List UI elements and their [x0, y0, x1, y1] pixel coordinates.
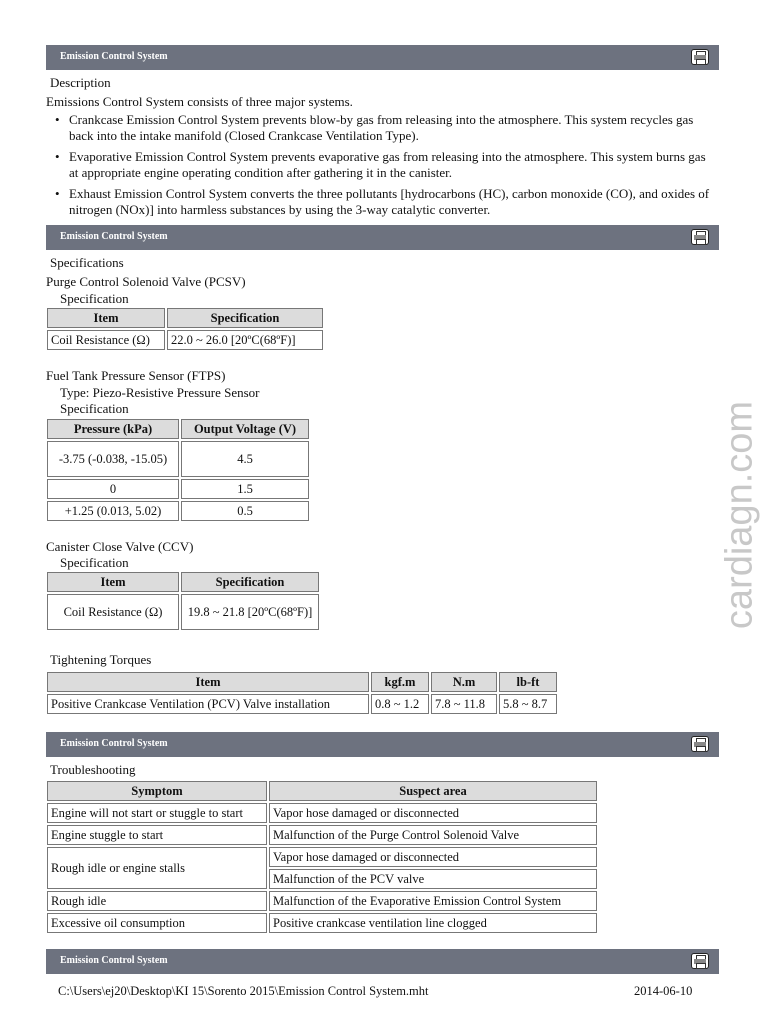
table-cell: 7.8 ~ 11.8 [431, 694, 497, 714]
printer-icon[interactable] [691, 736, 709, 752]
table-row [47, 803, 597, 823]
table-cell: Engine stuggle to start [47, 825, 267, 845]
table-cell: Malfunction of the Evaporative Emission Control System [269, 891, 597, 911]
table-cell: 5.8 ~ 8.7 [499, 694, 557, 714]
table-cell: Excessive oil consumption [47, 913, 267, 933]
table-cell: Coil Resistance (Ω) [47, 330, 165, 350]
table-cell: 0.5 [181, 501, 309, 521]
section-title: Emission Control System [60, 955, 168, 966]
description-intro: Emissions Control System consists of three major systems. [46, 94, 353, 109]
table-cell: Vapor hose damaged or disconnected [269, 847, 597, 867]
table-row [47, 330, 323, 350]
section-title: Emission Control System [60, 51, 168, 62]
table-cell: 4.5 [181, 441, 309, 477]
table-header: Suspect area [269, 781, 597, 801]
printer-icon[interactable] [691, 229, 709, 245]
ccv-title: Canister Close Valve (CCV) [46, 539, 194, 554]
ftps-type: Type: Piezo-Resistive Pressure Sensor [60, 385, 260, 400]
list-item: • Exhaust Emission Control System converts the three pollutants [hydrocarbons (HC), carbon monoxide (CO), and oxides of nitrogen (NOx)] into harmless substances by using the 3-way catalytic converter. [46, 186, 718, 218]
table-row [47, 891, 597, 911]
table-row [47, 479, 309, 499]
table-cell: Malfunction of the PCV valve [269, 869, 597, 889]
table-header: Item [47, 308, 165, 328]
table-header: Specification [181, 572, 319, 592]
list-item: • Evaporative Emission Control System prevents evaporative gas from releasing into the atmosphere. This system burns gas at appropriate engine operating condition after gathering it in the canister. [46, 149, 718, 181]
torques-table [45, 670, 559, 716]
table-row [47, 501, 309, 521]
description-list [46, 112, 718, 223]
table-header: Item [47, 672, 369, 692]
section-header-bar [46, 949, 719, 974]
table-row [47, 825, 597, 845]
table-cell: Coil Resistance (Ω) [47, 594, 179, 630]
table-header: N.m [431, 672, 497, 692]
ftps-table [45, 417, 311, 523]
section-header-bar [46, 225, 719, 250]
ccv-subtitle: Specification [60, 555, 129, 570]
section-title: Emission Control System [60, 231, 168, 242]
section-header-bar [46, 732, 719, 757]
table-header: Specification [167, 308, 323, 328]
watermark: cardiagn.com [718, 400, 761, 630]
table-row [47, 441, 309, 477]
pcsv-subtitle: Specification [60, 291, 129, 306]
pcsv-title: Purge Control Solenoid Valve (PCSV) [46, 274, 246, 289]
torques-title: Tightening Torques [50, 652, 152, 667]
pcsv-table [45, 306, 325, 352]
ftps-subtitle: Specification [60, 401, 129, 416]
list-item: • Crankcase Emission Control System prevents blow-by gas from releasing into the atmosphere. This system recycles gas back into the intake manifold (Closed Crankcase Ventilation Type). [46, 112, 718, 144]
table-cell: Rough idle [47, 891, 267, 911]
table-header: Item [47, 572, 179, 592]
table-cell: Positive Crankcase Ventilation (PCV) Valve installation [47, 694, 369, 714]
footer-file-path: C:\Users\ej20\Desktop\KI 15\Sorento 2015\Emission Control System.mht [58, 984, 429, 998]
description-heading: Description [50, 75, 111, 90]
specifications-heading: Specifications [50, 255, 124, 270]
printer-icon[interactable] [691, 49, 709, 65]
table-cell: +1.25 (0.013, 5.02) [47, 501, 179, 521]
table-cell: 0.8 ~ 1.2 [371, 694, 429, 714]
table-header: kgf.m [371, 672, 429, 692]
table-cell: Positive crankcase ventilation line clogged [269, 913, 597, 933]
table-cell: Vapor hose damaged or disconnected [269, 803, 597, 823]
table-header: Output Voltage (V) [181, 419, 309, 439]
table-cell: 22.0 ~ 26.0 [20ºC(68ºF)] [167, 330, 323, 350]
ftps-title: Fuel Tank Pressure Sensor (FTPS) [46, 368, 226, 383]
footer-date: 2014-06-10 [634, 984, 693, 998]
table-cell: 1.5 [181, 479, 309, 499]
table-row [47, 694, 557, 714]
table-header: Symptom [47, 781, 267, 801]
table-cell: -3.75 (-0.038, -15.05) [47, 441, 179, 477]
table-cell: Engine will not start or stuggle to start [47, 803, 267, 823]
section-header-bar [46, 45, 719, 70]
table-row [47, 594, 319, 630]
ccv-table [45, 570, 321, 632]
table-row [47, 913, 597, 933]
table-cell: 19.8 ~ 21.8 [20ºC(68ºF)] [181, 594, 319, 630]
table-row [47, 847, 597, 867]
printer-icon[interactable] [691, 953, 709, 969]
troubleshooting-table [45, 779, 599, 935]
table-header: Pressure (kPa) [47, 419, 179, 439]
table-header: lb-ft [499, 672, 557, 692]
table-cell: Malfunction of the Purge Control Solenoid Valve [269, 825, 597, 845]
table-cell: 0 [47, 479, 179, 499]
table-cell: Rough idle or engine stalls [47, 847, 267, 889]
troubleshooting-heading: Troubleshooting [50, 762, 136, 777]
section-title: Emission Control System [60, 738, 168, 749]
